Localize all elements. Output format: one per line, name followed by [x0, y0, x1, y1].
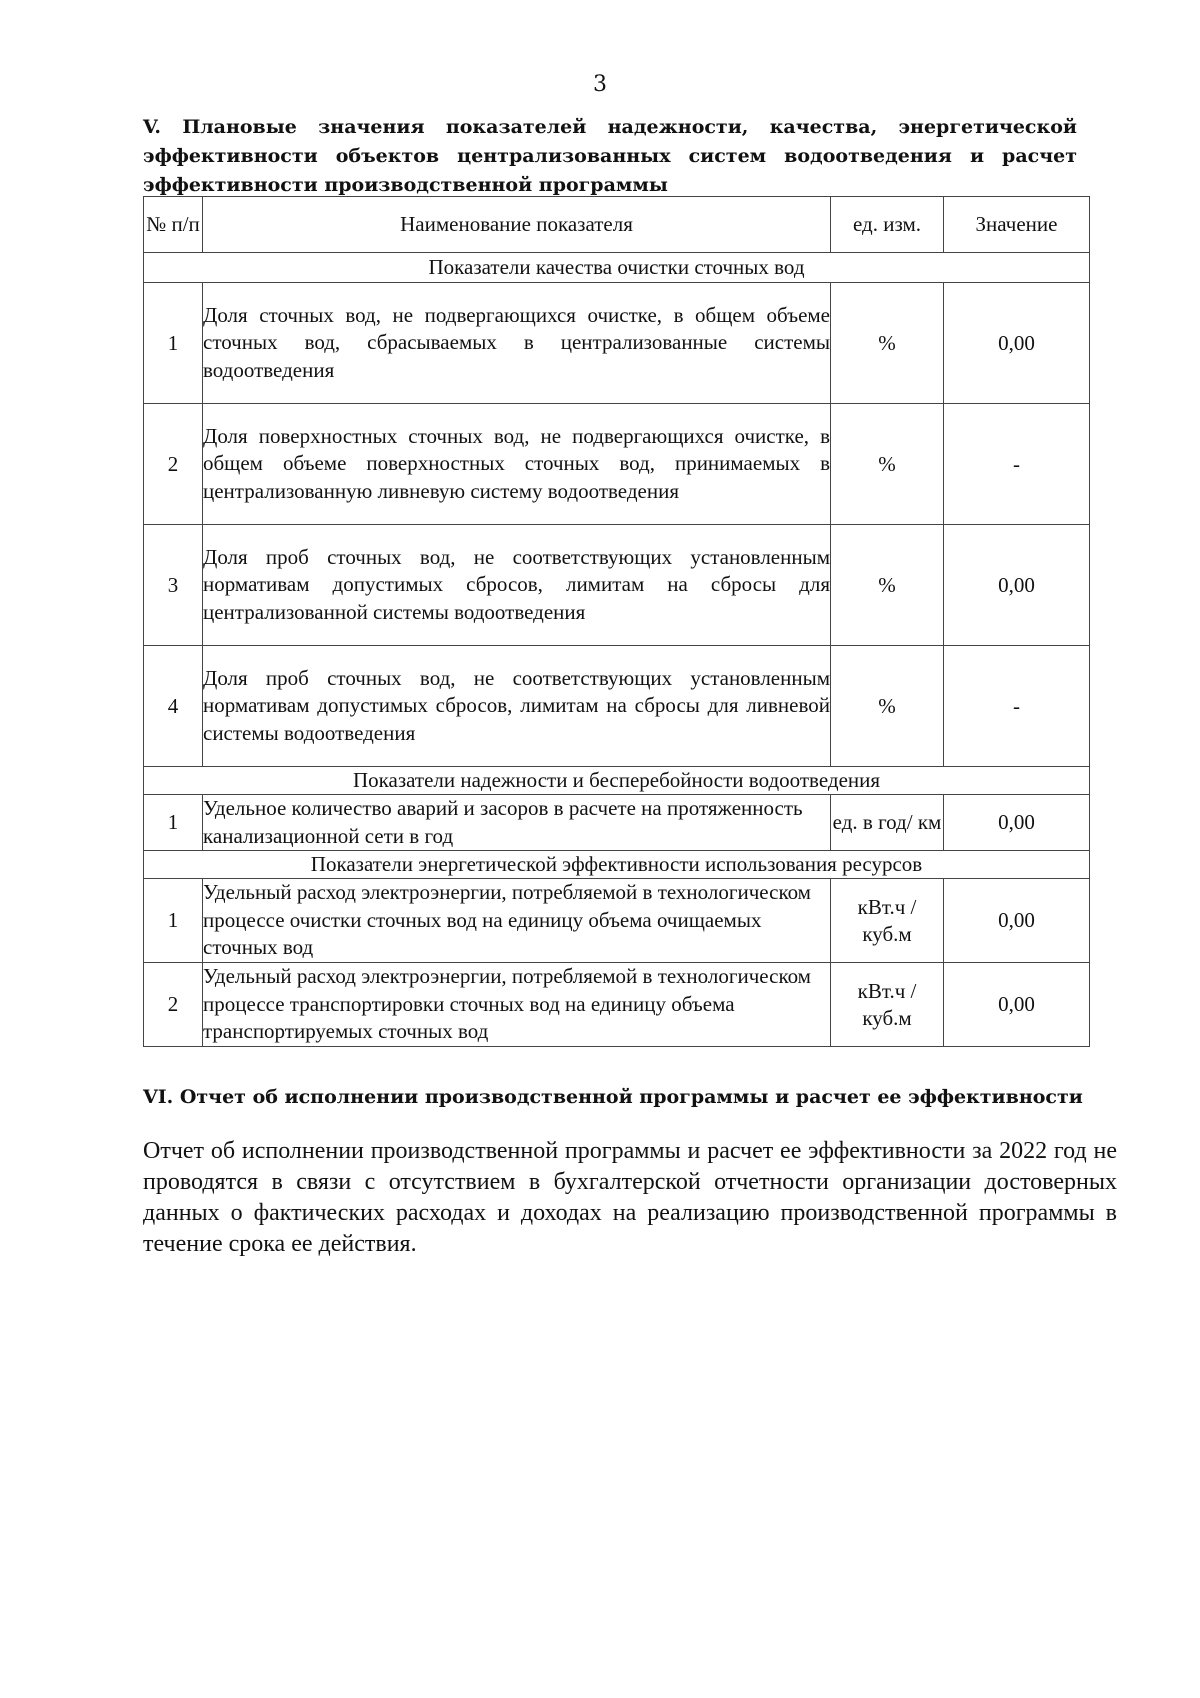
row-num: 1 [144, 795, 203, 851]
page-number: 3 [593, 72, 607, 97]
row-unit: ед. в год/ км [831, 795, 944, 851]
row-unit: % [831, 404, 944, 525]
report-paragraph: Отчет об исполнении производственной программы и расчет ее эффективности за 2022 год не проводятся в связи с отсутствием в бухгалтерской отчетности организации достоверных данных о фактических расходах и доходах на реализацию производственной программы в течение срока ее действия. [143, 1138, 1117, 1257]
header-name: Наименование показателя [203, 197, 831, 253]
header-value: Значение [944, 197, 1090, 253]
row-name: Доля поверхностных сточных вод, не подвергающихся очистке, в общем объеме поверхностных сточных вод, принимаемых в централизованную ливневую систему водоотведения [203, 404, 831, 525]
row-num: 1 [144, 283, 203, 404]
row-value: 0,00 [944, 963, 1090, 1047]
table-row [144, 404, 1090, 525]
group-row-energy [144, 851, 1090, 879]
row-unit: % [831, 283, 944, 404]
row-value: 0,00 [944, 283, 1090, 404]
table-row [144, 963, 1090, 1047]
group-row-quality [144, 253, 1090, 283]
indicators-table [143, 196, 1090, 1047]
table-row [144, 283, 1090, 404]
group-title: Показатели энергетической эффективности использования ресурсов [144, 851, 1090, 879]
row-name: Удельный расход электроэнергии, потребляемой в технологическом процессе очистки сточных вод на единицу объема очищаемых сточных вод [203, 879, 831, 963]
table-row [144, 646, 1090, 767]
table-row [144, 525, 1090, 646]
row-num: 4 [144, 646, 203, 767]
group-title: Показатели качества очистки сточных вод [144, 253, 1090, 283]
row-value: - [944, 646, 1090, 767]
table-row [144, 795, 1090, 851]
header-num: № п/п [144, 197, 203, 253]
header-unit: ед. изм. [831, 197, 944, 253]
row-num: 2 [144, 404, 203, 525]
row-name: Доля сточных вод, не подвергающихся очистке, в общем объеме сточных вод, сбрасываемых в централизованные системы водоотведения [203, 283, 831, 404]
row-value: 0,00 [944, 879, 1090, 963]
table-header-row [144, 197, 1090, 253]
row-unit: кВт.ч / куб.м [831, 963, 944, 1047]
row-name: Удельный расход электроэнергии, потребляемой в технологическом процессе транспортировки сточных вод на единицу объема транспортируемых сточных вод [203, 963, 831, 1047]
section-5-title: V. Плановые значения показателей надежности, качества, энергетической эффективности объектов централизованных систем водоотведения и расчет эффективности производственной программы [143, 116, 1077, 196]
row-value: - [944, 404, 1090, 525]
row-unit: кВт.ч / куб.м [831, 879, 944, 963]
row-num: 3 [144, 525, 203, 646]
section-6-title: VI. Отчет об исполнении производственной программы и расчет ее эффективности [143, 1086, 1083, 1108]
row-num: 1 [144, 879, 203, 963]
row-unit: % [831, 646, 944, 767]
group-row-reliability [144, 767, 1090, 795]
row-value: 0,00 [944, 795, 1090, 851]
row-name: Удельное количество аварий и засоров в расчете на протяженность канализационной сети в год [203, 795, 831, 851]
row-unit: % [831, 525, 944, 646]
row-value: 0,00 [944, 525, 1090, 646]
table-row [144, 879, 1090, 963]
group-title: Показатели надежности и бесперебойности водоотведения [144, 767, 1090, 795]
row-name: Доля проб сточных вод, не соответствующих установленным нормативам допустимых сбросов, лимитам на сбросы для централизованной системы водоотведения [203, 525, 831, 646]
row-name: Доля проб сточных вод, не соответствующих установленным нормативам допустимых сбросов, лимитам на сбросы для ливневой системы водоотведения [203, 646, 831, 767]
row-num: 2 [144, 963, 203, 1047]
